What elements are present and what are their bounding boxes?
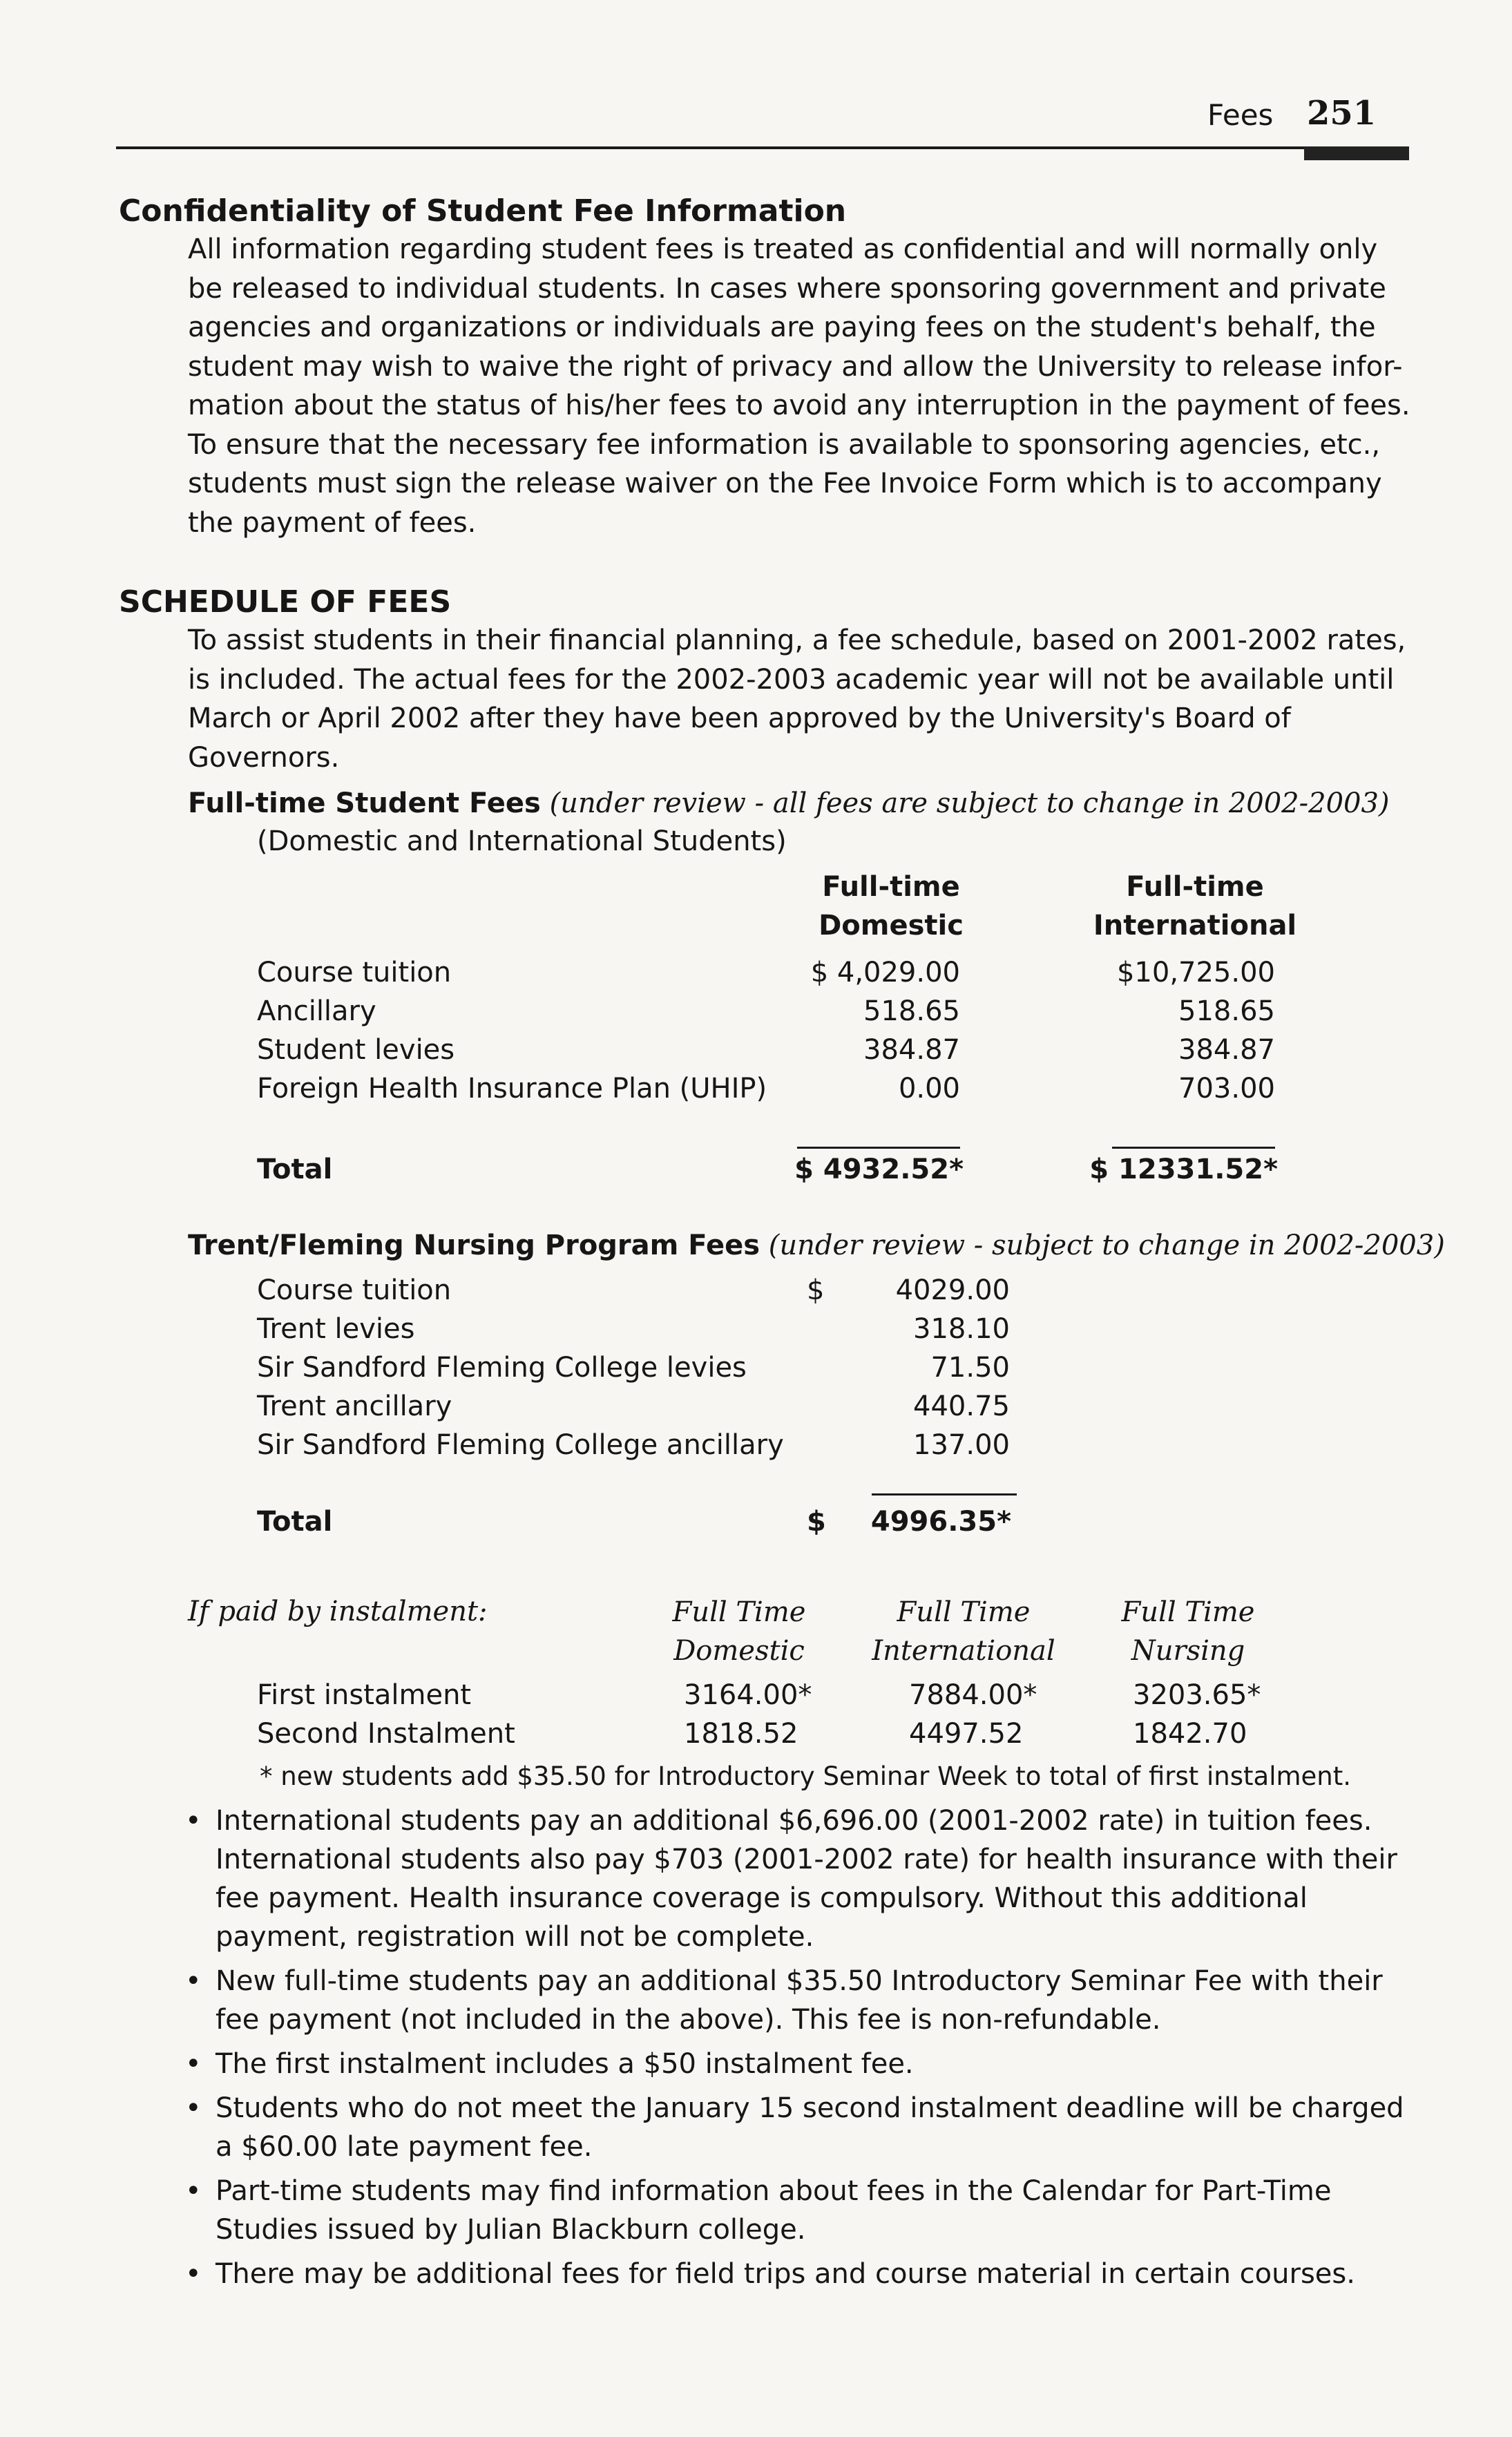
instalment-col-domestic: Full Time Domestic [672, 1596, 806, 1667]
bullet-item: • Part-time students may find information about fees in the Calendar for Part-Time Studies issued by Julian Blackburn college. [216, 2172, 1404, 2249]
fulltime-total-international: $ 12331.52* [1089, 1154, 1278, 1185]
paragraph-line: To assist students in their financial planning, a fee schedule, based on 2001-2002 rates, [188, 624, 1406, 656]
bullet-list [216, 1802, 1404, 2293]
bullet-item: • The first instalment includes a $50 instalment fee. [216, 2045, 1404, 2083]
paragraph-line: students must sign the release waiver on the Fee Invoice Form which is to accompany [188, 468, 1382, 499]
bullet-item: • There may be additional fees for field trips and course material in certain courses. [216, 2255, 1404, 2293]
fee-international-value: 384.87 [1178, 1034, 1275, 1066]
header-tab-mark [1304, 146, 1409, 160]
paragraph-line: All information regarding student fees is treated as confidential and will normally only [188, 233, 1378, 265]
instalment-col-nursing: Full Time Nursing [1121, 1596, 1255, 1667]
nursing-amount: 440.75 [913, 1390, 1010, 1422]
paragraph-line: agencies and organizations or individuals are paying fees on the student's behalf, the [188, 312, 1376, 343]
instalment-label: If paid by instalment: [188, 1596, 488, 1627]
fee-international-value: 703.00 [1178, 1073, 1275, 1105]
instalment-domestic-values: 3164.00* 1818.52 [684, 1679, 812, 1750]
fee-domestic-value: $ 4,029.00 [810, 957, 960, 988]
nursing-total-label: Total [257, 1506, 333, 1538]
paragraph-line: the payment of fees. [188, 506, 477, 539]
confidentiality-paragraph [188, 230, 1410, 542]
nursing-total-prefix: $ [807, 1506, 826, 1538]
international-total-rule [1112, 1147, 1275, 1149]
col-header-international: Full-time International [1093, 871, 1297, 942]
domestic-total-rule [797, 1147, 960, 1149]
nursing-amount: 318.10 [913, 1313, 1010, 1345]
nursing-amount: 71.50 [930, 1352, 1010, 1384]
nursing-row-label: Trent ancillary [257, 1390, 452, 1422]
nursing-amount: 4029.00 [895, 1274, 1010, 1306]
fee-international-value: $10,725.00 [1116, 957, 1275, 988]
fulltime-domestic-values [760, 953, 960, 1108]
fee-international-value: 518.65 [1178, 995, 1275, 1027]
col-header-domestic: Full-time Domestic [819, 871, 964, 942]
nursing-row-labels [257, 1271, 784, 1464]
paragraph-line: is included. The actual fees for the 2002-2003 academic year will not be available until [188, 663, 1395, 696]
instalment-footnote: * new students add $35.50 for Introductory Seminar Week to total of first instalment. [260, 1761, 1351, 1791]
running-header-section: Fees [1207, 98, 1274, 132]
bullet-item: • International students pay an additional $6,696.00 (2001-2002 rate) in tuition fees. International students also pay $703 (2001-2002 rate) for health insurance with their fee payment. Health insurance coverage is compulsory. Without this additional payment, registration will not be complete. [216, 1802, 1404, 1956]
fee-domestic-value: 0.00 [898, 1073, 960, 1105]
fee-domestic-value: 518.65 [863, 995, 960, 1027]
paragraph-line: student may wish to waive the right of privacy and allow the University to release infor- [188, 350, 1403, 383]
header-rule [116, 146, 1409, 149]
fulltime-row-labels [257, 953, 767, 1108]
nursing-row-label: Sir Sandford Fleming College levies [257, 1352, 747, 1384]
fee-domestic-value: 384.87 [863, 1034, 960, 1066]
nursing-title: Trent/Fleming Nursing Program Fees [188, 1230, 760, 1261]
fee-row-label: Foreign Health Insurance Plan (UHIP) [257, 1073, 767, 1105]
instalment-nursing-values: 3203.65* 1842.70 [1133, 1679, 1261, 1750]
fulltime-note: (under review - all fees are subject to change in 2002-2003) [549, 787, 1390, 819]
instalment-col-international: Full Time International [872, 1596, 1055, 1667]
page-number: 251 [1307, 94, 1377, 133]
nursing-note: (under review - subject to change in 2002-2003) [768, 1230, 1445, 1261]
nursing-row-label: Sir Sandford Fleming College ancillary [257, 1429, 784, 1461]
paragraph-line: March or April 2002 after they have been approved by the University's Board of [188, 703, 1291, 734]
nursing-row-label: Course tuition [257, 1274, 452, 1306]
nursing-title-line [188, 1230, 1445, 1261]
nursing-total-amount: 4996.35* [870, 1506, 1011, 1538]
fulltime-total-label: Total [257, 1154, 333, 1185]
instalment-row-labels [257, 1676, 515, 1753]
fulltime-international-values [1078, 953, 1275, 1108]
nursing-amount: 137.00 [913, 1429, 1010, 1461]
fee-row-label: Student levies [257, 1034, 455, 1066]
fulltime-total-domestic: $ 4932.52* [794, 1154, 964, 1185]
nursing-row-label: Trent levies [257, 1313, 415, 1345]
paragraph-line: Governors. [188, 741, 340, 774]
fee-row-label: Ancillary [257, 995, 376, 1027]
fee-row-label: Course tuition [257, 957, 452, 988]
confidentiality-heading: Confidentiality of Student Fee Information [119, 193, 847, 229]
bullet-item: • Students who do not meet the January 15 second instalment deadline will be charged a $60.00 late payment fee. [216, 2089, 1404, 2166]
nursing-total-rule [872, 1493, 1017, 1495]
fulltime-title: Full-time Student Fees [188, 787, 541, 819]
bullet-item: • New full-time students pay an additional $35.50 Introductory Seminar Fee with their fee payment (not included in the above). This fee is non-refundable. [216, 1962, 1404, 2039]
paragraph-line: be released to individual students. In cases where sponsoring government and private [188, 272, 1386, 305]
instalment-international-values: 7884.00* 4497.52 [909, 1679, 1037, 1750]
instalment-row-label: Second Instalment [257, 1718, 515, 1750]
schedule-paragraph [188, 621, 1406, 777]
fulltime-subtitle: (Domestic and International Students) [257, 825, 787, 857]
nursing-amounts [843, 1271, 1010, 1464]
paragraph-line: mation about the status of his/her fees to avoid any interruption in the payment of fees. [188, 390, 1410, 421]
nursing-prefixes: $ [807, 1274, 825, 1306]
fulltime-title-line [188, 787, 1390, 819]
instalment-row-label: First instalment [257, 1679, 472, 1711]
paragraph-line: To ensure that the necessary fee information is available to sponsoring agencies, etc., [188, 428, 1381, 461]
schedule-heading: SCHEDULE OF FEES [119, 584, 452, 620]
